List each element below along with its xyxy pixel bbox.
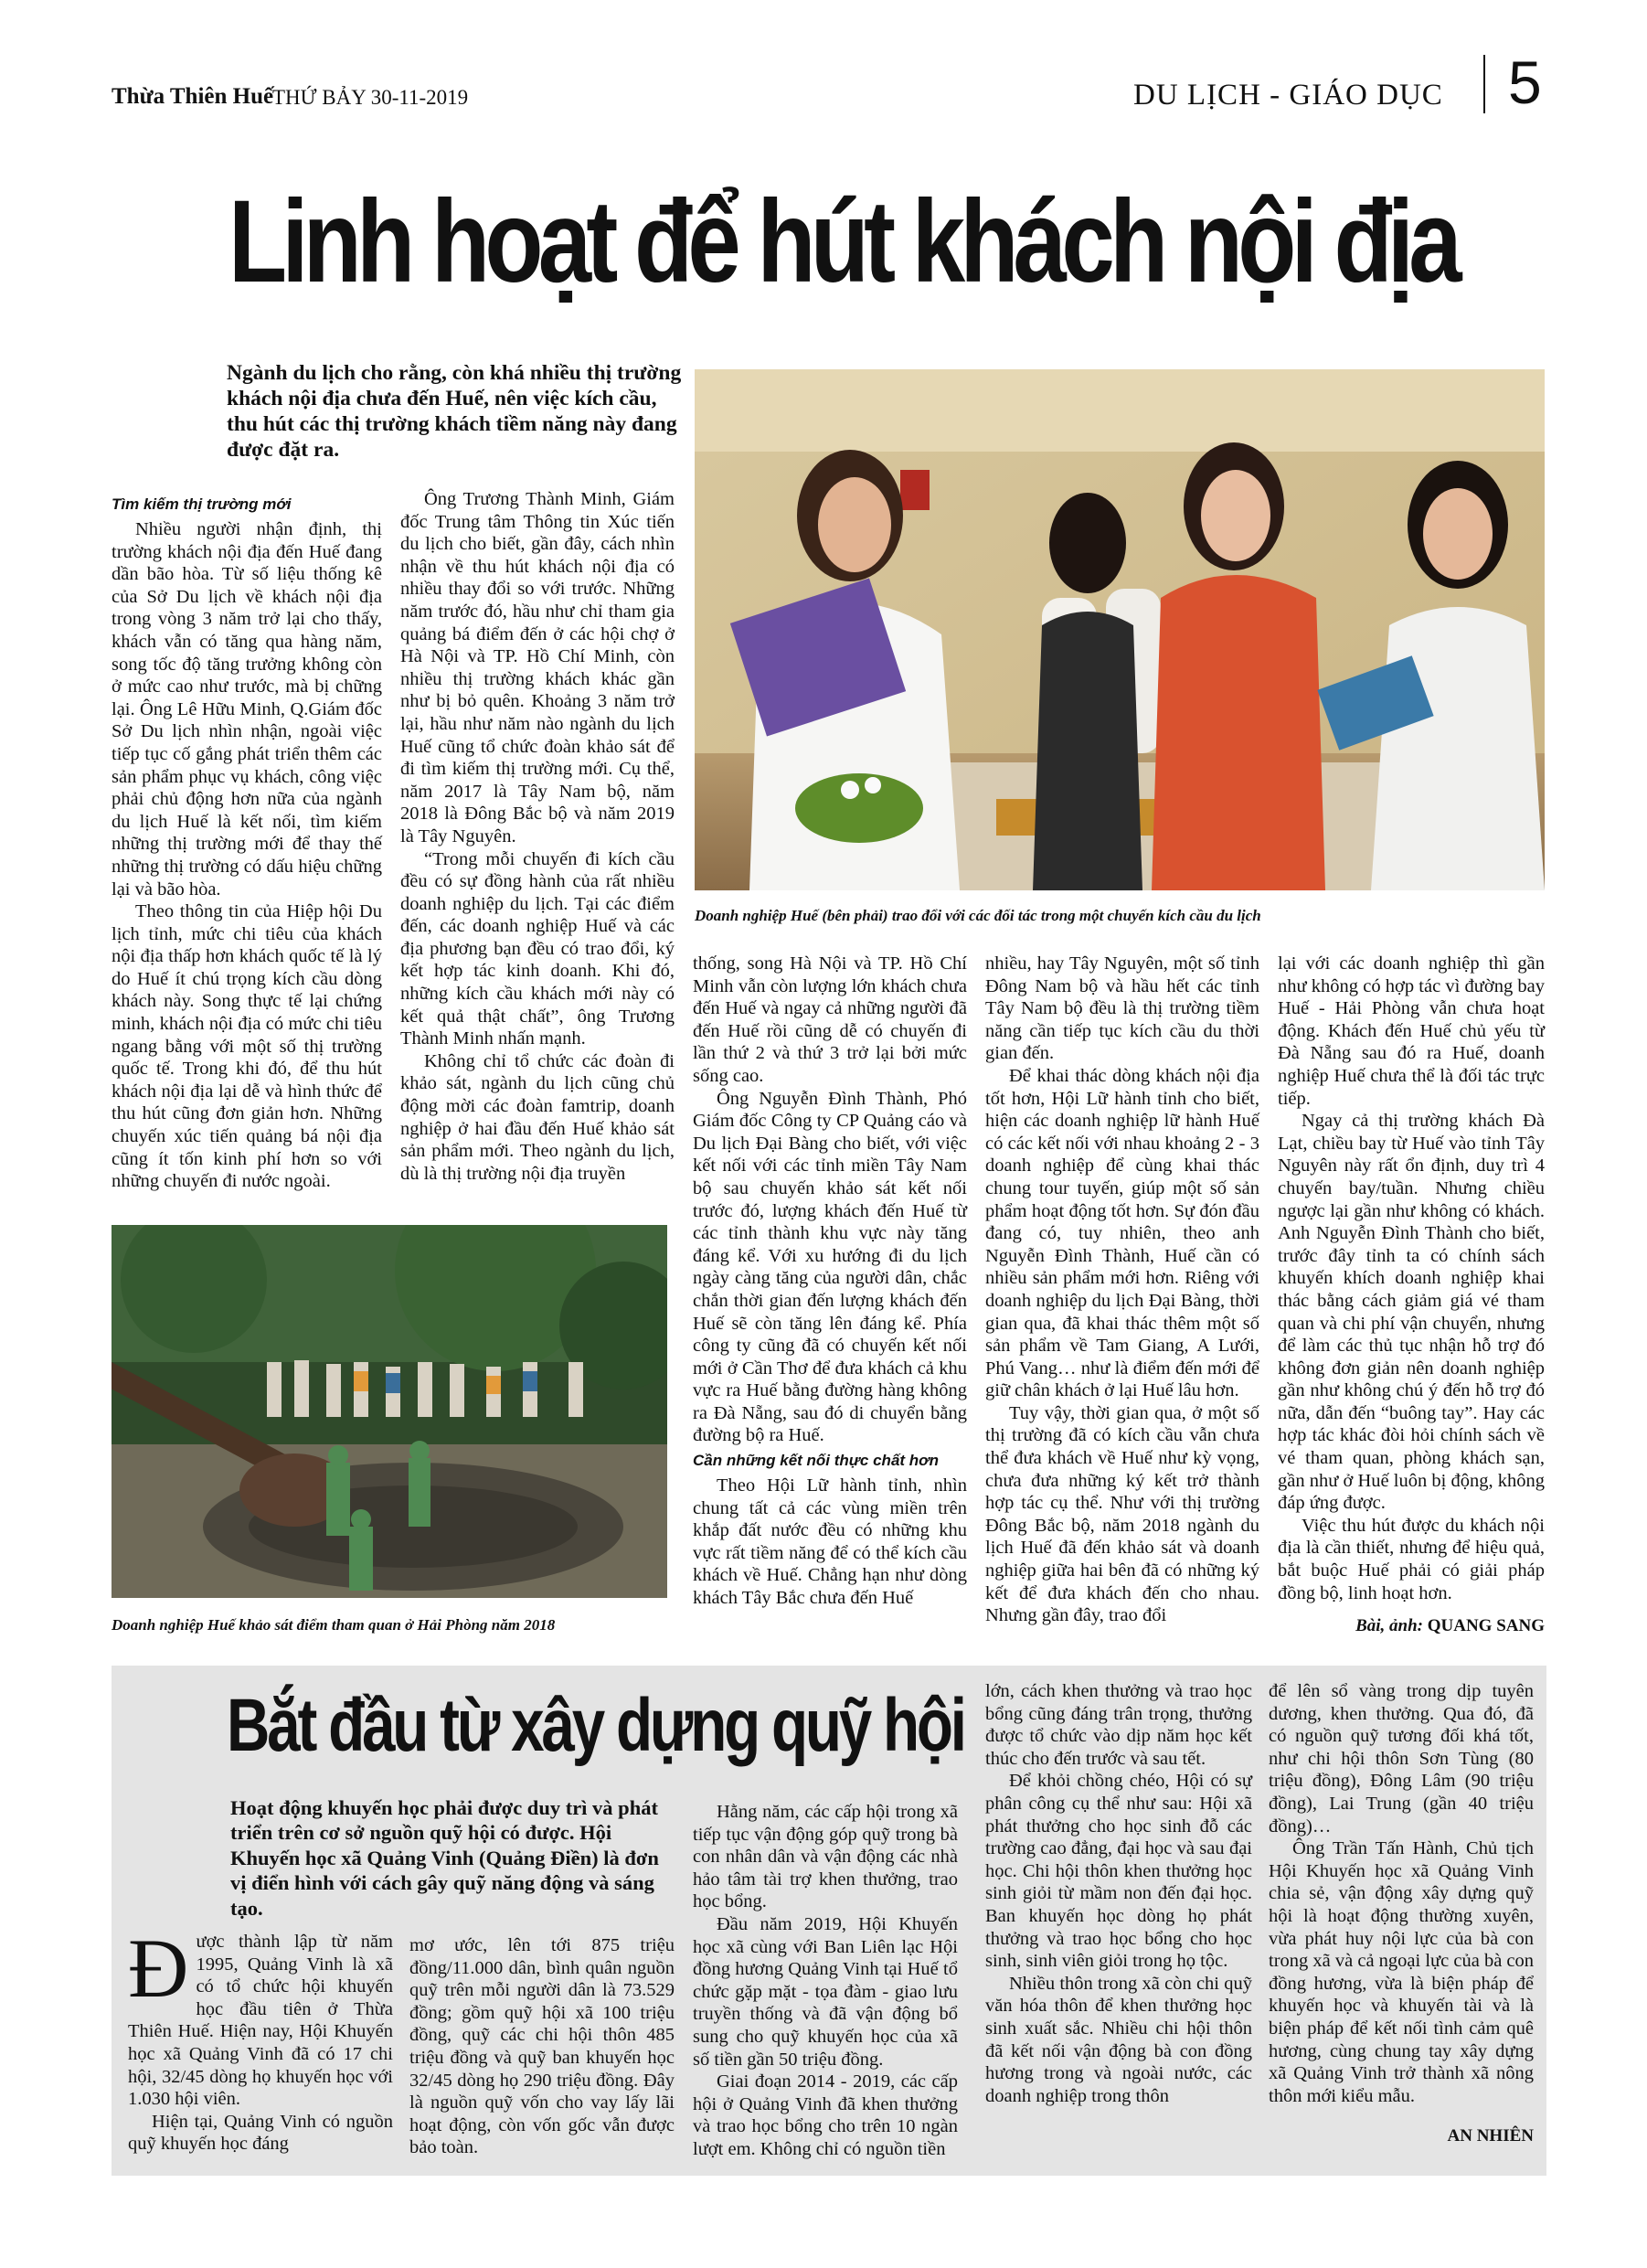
header-paper-name: Thừa Thiên Huế (112, 84, 274, 109)
header-section: DU LỊCH - GIÁO DỤC (1133, 79, 1443, 112)
article2-col3-p1: Hằng năm, các cấp hội trong xã tiếp tục vận động góp quỹ trong bà con nhân dân và vận động các nhà hảo tâm tài trợ khen thưởng, trao học bổng. (693, 1802, 958, 1912)
article1-col5-p1: lại với các doanh nghiệp thì gần như không có hợp tác vì đường bay Huế - Hải Phòng vẫn chưa hoạt động. Khách đến Huế chủ yếu từ Đà Nẵng sau đó ra Huế, doanh nghiệp Huế chưa thể là đối tác trực tiếp. (1278, 953, 1545, 1109)
article2-col1-p2: Hiện tại, Quảng Vinh có nguồn quỹ khuyến học đáng (128, 2111, 393, 2155)
article1-col5 (1278, 953, 1545, 1604)
article1-byline-name: QUANG SANG (1427, 1616, 1545, 1635)
article1-col3-p2: Ông Nguyễn Đình Thành, Phó Giám đốc Công ty CP Quảng cáo và Du lịch Đại Bàng cho biết, với việc kết nối với các tỉnh miền Tây Nam bộ sau chuyến khảo sát kết nối trước đó, lượng khách đến Huế từ các tỉnh thành khu vực này tăng đáng kể. Với xu hướng đi du lịch ngày càng tăng của người dân, chắc chắn thời gian đến lượng khách đến Huế sẽ còn tăng lên đáng kể. Phía công ty cũng đã có chuyến kết nối mới ở Cần Thơ để đưa khách cả khu vực ra Huế bằng đường hàng không ra Đà Nẵng, sau đó di chuyển bằng đường bộ ra Huế. (693, 1088, 967, 1446)
article1-col2 (400, 488, 675, 1185)
photo-tourism-fair-image (695, 369, 1545, 890)
article1-col2-p3: Không chỉ tổ chức các đoàn đi khảo sát, ngành du lịch cũng chủ động mời các đoàn famtrip, doanh nghiệp ở hai đầu đến Huế khảo sát sản phẩm mới. Theo ngành du lịch, dù là thị trường nội địa truyền (400, 1050, 675, 1184)
article1-col4-p3: Tuy vậy, thời gian qua, ở một số thị trường đã có kích cầu vẫn chưa thể đưa khách về Huế như kỳ vọng, chưa đưa những ký kết trở thành hợp tác cụ thể. Như với thị trường Đông Bắc bộ, năm 2018 ngành du lịch Huế đã đến khảo sát và doanh nghiệp giữa hai bên đã có những ký kết để đưa khách đến cho nhau. Nhưng gần đây, trao đổi (985, 1402, 1259, 1626)
article2-col5 (1269, 1680, 1534, 2107)
article2-col3-p3: Giai đoạn 2014 - 2019, các cấp hội ở Quảng Vinh đã khen thưởng và trao học bổng cho trên 10 ngàn lượt em. Không chỉ có nguồn tiền (693, 2071, 958, 2159)
article2-col1 (128, 1922, 393, 2156)
article1-col5-p2: Ngay cả thị trường khách Đà Lạt, chiều bay từ Huế vào tỉnh Tây Nguyên này rất ổn định, duy trì 4 chuyến bay/tuần. Nhưng chiều ngược lại gần như không có khách. Anh Nguyễn Đình Thành cho biết, trước đây tỉnh ta có chính sách khuyến khích doanh nghiệp khai thác bằng cách giảm giá vé tham quan và chi phí vận chuyển, nhưng để làm các thủ tục nhận hỗ trợ đó không đơn giản nên doanh nghiệp gần như không chú ý đến hỗ trợ đó nữa, dẫn đến “buông tay”. Hay các hợp tác khác đòi hỏi chính sách về vé tham quan, phòng khách sạn, gần như ở Huế luôn bị động, không đáp ứng được. (1278, 1111, 1545, 1514)
article1-col1-p1: Nhiều người nhận định, thị trường khách nội địa đến Huế đang dần bão hòa. Từ số liệu thống kê của Sở Du lịch về khách nội địa trong vòng 3 năm trở lại cho thấy, khách vẫn có tăng qua hàng năm, song tốc độ tăng trưởng không còn ở mức cao như trước, mà bị chững lại. Ông Lê Hữu Minh, Q.Giám đốc Sở Du lịch nhìn nhận, ngoài việc tiếp tục cố gắng phát triển thêm các sản phẩm phục vụ khách, công việc phải chủ động hơn nữa của ngành du lịch Huế là kết nối, tìm kiếm những thị trường mới để thay thế những thị trường có dấu hiệu chững lại và bão hòa. (112, 519, 382, 900)
header-divider (1483, 55, 1485, 113)
article2-col4-p1: lớn, cách khen thưởng và trao học bổng cũng đáng trân trọng, thưởng được tổ chức vào dịp năm học kết thúc cho đến trước và sau tết. (985, 1681, 1252, 1769)
photo-haiphong-visit-image (112, 1225, 667, 1598)
article2-col5-p2: Ông Trần Tấn Hành, Chủ tịch Hội Khuyến học xã Quảng Vinh chia sẻ, vận động xây dựng quỹ hội là hoạt động thường xuyên, vừa phát huy nội lực của bà con trong xã và cả ngoại lực của bà con đồng hương, vừa là biện pháp để khuyến học và khuyến tài và là biện pháp để kết nối tình cảm quê hương, cùng chung tay xây dựng xã Quảng Vinh trở thành xã nông thôn mới kiểu mẫu. (1269, 1838, 1535, 2106)
article2-box (112, 1666, 1546, 2176)
article2-col4-p3: Nhiều thôn trong xã còn chi quỹ văn hóa thôn để khen thưởng học sinh xuất sắc. Nhiều chi hội thôn đã kết nối vận động bà con đồng hương trong và ngoài nước, các doanh nghiệp trong thôn (985, 1973, 1252, 2106)
article2-col3 (693, 1801, 958, 2161)
article2-title: Bắt đầu từ xây dựng quỹ hội (227, 1684, 964, 1767)
article2-byline: AN NHIÊN (1447, 2126, 1534, 2146)
article1-subhead-2: Cần những kết nối thực chất hơn (693, 1452, 939, 1470)
article1-subhead-1: Tìm kiếm thị trường mới (112, 495, 292, 513)
article1-lead: Ngành du lịch cho rằng, còn khá nhiều thị trường khách nội địa chưa đến Huế, nên việc kích cầu, thu hút các thị trường khách tiềm năng này đang được đặt ra. (227, 361, 682, 462)
article1-title: Linh hoạt để hút khách nội địa (228, 176, 1457, 307)
article2-col4 (985, 1680, 1252, 2107)
article1-col3-p3: Theo Hội Lữ hành tỉnh, nhìn chung tất cả các vùng miền trên khắp đất nước đều có những khu vực rất tiềm năng để có thể kích cầu khách về Huế. Chẳng hạn như dòng khách Tây Bắc chưa đến Huế (693, 1475, 967, 1609)
article2-col4-p2: Để khỏi chồng chéo, Hội có sự phân công cụ thể như sau: Hội xã phát thưởng cho học sinh đỗ các trường cao đẳng, đại học và sau đại học. Chi hội thôn khen thưởng học sinh giỏi từ mầm non đến đại học. Ban khuyến học dòng họ phát thưởng và trao học bổng cho học sinh, sinh viên giỏi trong họ tộc. (985, 1771, 1252, 1972)
article1-col4-p2: Để khai thác dòng khách nội địa tốt hơn, Hội Lữ hành tỉnh cho biết, hiện các doanh nghiệp lữ hành Huế có các kết nối với nhau khoảng 2 - 3 doanh nghiệp để cùng khai thác chung tour tuyến, giúp một số sản phẩm hoạt động tốt hơn. Sự đón đầu đang có, tuy nhiên, theo anh Nguyễn Đình Thành, Huế cần có nhiều sản phẩm mới hơn. Riêng với doanh nghiệp du lịch Đại Bàng, thời gian qua, đã khai thác thêm một số sản phẩm về Tam Giang, A Lưới, Phú Vang… như là điểm đến mới để giữ chân khách ở lại Huế lâu hơn. (985, 1065, 1259, 1401)
article1-col3-p1: thống, song Hà Nội và TP. Hồ Chí Minh vẫn còn lượng lớn khách chưa đến Huế và ngay cả những người đã đến Huế rồi cũng dễ có chuyến đi lần thứ 2 và thứ 3 trở lại bởi mức sống cao. (693, 953, 967, 1086)
article1-col1 (112, 491, 382, 1193)
header-page-number: 5 (1508, 48, 1542, 116)
article2-col5-p1: để lên sổ vàng trong dịp tuyên dương, khen thưởng. Qua đó, đã có nguồn quỹ tương đối khá tốt, như chi hội thôn Sơn Tùng (80 triệu đồng), Đông Lâm (90 triệu đồng), Lai Trung (gần 40 triệu đồng)… (1269, 1681, 1534, 1837)
article1-byline (1278, 1616, 1545, 1636)
article1-byline-prefix: Bài, ảnh: (1355, 1616, 1423, 1635)
article1-col4 (985, 953, 1259, 1627)
article1-col3 (693, 953, 967, 1610)
photo-tourism-fair-caption: Doanh nghiệp Huế (bên phải) trao đổi với các đối tác trong một chuyến kích cầu du lịch (695, 907, 1261, 924)
article2-col2 (409, 1934, 675, 2159)
article2-col2-p1: mơ ước, lên tới 875 triệu đồng/11.000 dân, bình quân nguồn quỹ trên mỗi người dân là 73.529 đồng; gồm quỹ hội xã 100 triệu đồng, quỹ các chi hội thôn 485 triệu đồng và quỹ ban khuyến học 32/45 dòng họ 290 triệu đồng. Đây là nguồn quỹ vốn cho vay lấy lãi hoạt động, còn vốn gốc vẫn được bảo toàn. (409, 1935, 675, 2158)
photo-haiphong-visit-caption: Doanh nghiệp Huế khảo sát điểm tham quan ở Hải Phòng năm 2018 (112, 1616, 556, 1634)
article2-col1-p1: ược thành lập từ năm 1995, Quảng Vinh là xã có tổ chức hội khuyến học đầu tiên ở Thừa Thiên Huế. Hiện nay, Hội Khuyến học xã Quảng Vinh đã có 17 chi hội, 32/45 dòng họ khuyến học với 1.030 hội viên. (128, 1932, 393, 2110)
article1-col2-p1: Ông Trương Thành Minh, Giám đốc Trung tâm Thông tin Xúc tiến du lịch cho biết, gần đây, cách nhìn nhận về thu hút khách nội địa có nhiều thay đổi so với trước. Những năm trước đó, hầu như chỉ tham gia quảng bá điểm đến ở các hội chợ ở Hà Nội và TP. Hồ Chí Minh, còn nhiều thị trường khách khác gần như bị bỏ quên. Khoảng 3 năm trở lại, hầu như năm nào ngành du lịch Huế cũng tổ chức đoàn khảo sát để đi tìm kiếm thị trường mới. Cụ thể, năm 2017 là Tây Nam bộ, năm 2018 là Đông Bắc bộ và năm 2019 là Tây Nguyên. (400, 489, 675, 847)
header-date: THỨ BẢY 30-11-2019 (272, 86, 469, 109)
photo-haiphong-visit (112, 1225, 667, 1598)
photo-tourism-fair (695, 369, 1545, 890)
article2-lead: Hoạt động khuyến học phải được duy trì và phát triển trên cơ sở nguồn quỹ hội có được. Hội Khuyến học xã Quảng Vinh (Quảng Điền) là đơn vị điển hình với cách gây quỹ năng động và sáng tạo. (230, 1796, 659, 1920)
article2-dropcap: Đ (128, 1922, 189, 2015)
article2-col3-p2: Đầu năm 2019, Hội Khuyến học xã cùng với Ban Liên lạc Hội đồng hương Quảng Vinh tại Huế tổ chức gặp mặt - tọa đàm - giao lưu truyền thống và đã vận động bổ sung cho quỹ khuyến học của xã số tiền gần 50 triệu đồng. (693, 1913, 958, 2070)
article1-col5-p3: Việc thu hút được du khách nội địa là cần thiết, nhưng để hiệu quả, bắt buộc Huế phải có giải pháp đồng bộ, linh hoạt hơn. (1278, 1515, 1545, 1603)
article1-col2-p2: “Trong mỗi chuyến đi kích cầu đều có sự đồng hành của rất nhiều doanh nghiệp du lịch. Tại các điểm đến, các doanh nghiệp Huế và các địa phương bạn đều có trao đổi, ký kết hợp tác kinh doanh. Khi đó, những kích cầu khách mới này có kết quả thật chất”, ông Trương Thành Minh nhấn mạnh. (400, 848, 675, 1049)
article1-col4-p1: nhiều, hay Tây Nguyên, một số tỉnh Đông Nam bộ và hầu hết các tỉnh Tây Nam bộ đều là thị trường tiềm năng cần tiếp tục kích cầu du thời gian đến. (985, 953, 1259, 1064)
article1-col1-p2: Theo thông tin của Hiệp hội Du lịch tỉnh, mức chi tiêu của khách nội địa thấp hơn khách quốc tế là lý do Huế ít chú trọng kích cầu dòng khách này. Song thực tế lại chứng minh, khách nội địa có mức chi tiêu ngang bằng với một số thị trường quốc tế. Trong khi đó, để thu hút khách nội địa lại dễ và hình thức để thu hút cũng đơn giản hơn. Những chuyến xúc tiến quảng bá nội địa cũng ít tốn kinh phí hơn so với những chuyến đi nước ngoài. (112, 901, 382, 1192)
